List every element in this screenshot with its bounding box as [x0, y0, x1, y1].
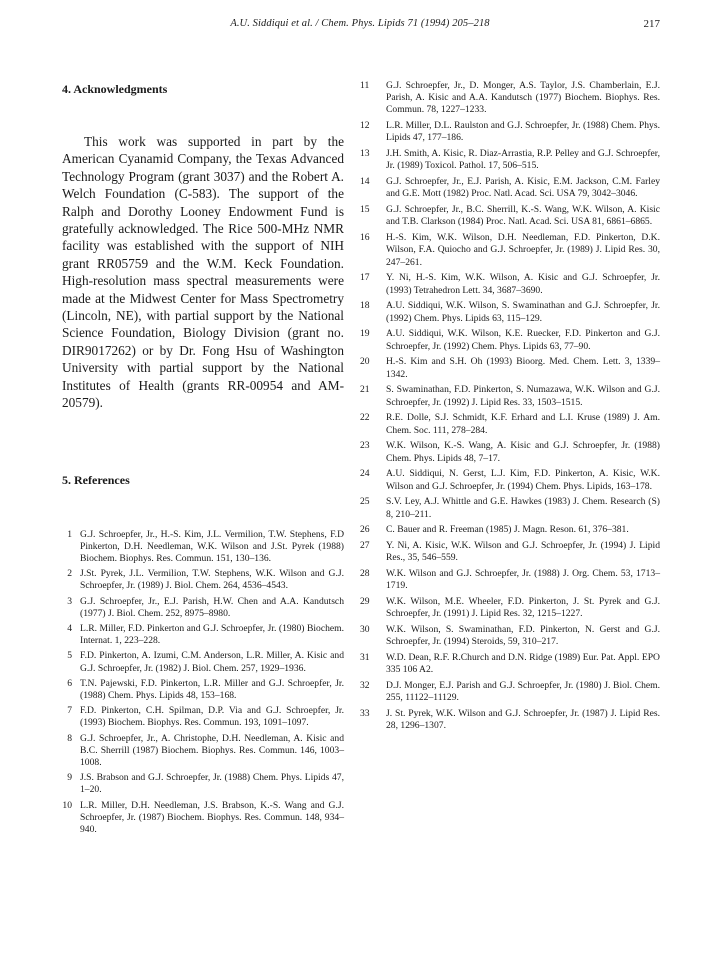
reference-number: 6	[67, 677, 72, 689]
reference-item	[62, 529, 344, 566]
reference-text: C. Bauer and R. Freeman (1985) J. Magn. Reson. 61, 376–381.	[386, 524, 629, 536]
references-heading: 5. References	[62, 472, 130, 487]
reference-text: S. Swaminathan, F.D. Pinkerton, S. Numazawa, W.K. Wilson and G.J. Schroepfer, Jr. (1992) J. Lipid Res. 33, 1503–1515.	[386, 384, 660, 408]
reference-item	[360, 80, 660, 117]
reference-number: 15	[360, 204, 370, 216]
page-header	[60, 18, 660, 32]
acknowledgments-text: This work was supported in part by the American Cyanamid Company, the Texas Advanced Technology Program (grant 3037) and the Robert A. Welch Foundation (C-583). The support of the Ralph and Dorothy Looney Endowment Fund is gratefully acknowledged. The Rice 500-MHz NMR facility was established with the support of NIH grant RR05759 and the W.M. Keck Foundation. High-resolution mass spectral measurements were made at the Midwest Center for Mass Spectrometry (Lincoln, NE), with partial support by the National Science Foundation, Biology Division (grant no. DIR9017262) or by Dr. Fong Hsu of Washington University with partial support by the National Institutes of Health (grants RR-00954 and AM-20579).	[62, 134, 344, 411]
reference-text: J.H. Smith, A. Kisic, R. Diaz-Arrastia, R.P. Pelley and G.J. Schroepfer, Jr. (1989) Toxicol. Pathol. 17, 506–515.	[386, 148, 660, 172]
reference-text: W.K. Wilson and G.J. Schroepfer, Jr. (1988) J. Org. Chem. 53, 1713–1719.	[386, 568, 660, 592]
reference-text: R.E. Dolle, S.J. Schmidt, K.F. Erhard and L.I. Kruse (1989) J. Am. Chem. Soc. 111, 278–284.	[386, 412, 660, 436]
reference-item	[360, 328, 660, 352]
reference-number: 2	[67, 568, 72, 580]
reference-item	[360, 652, 660, 676]
reference-item	[360, 540, 660, 564]
reference-number: 16	[360, 232, 370, 244]
reference-number: 24	[360, 468, 370, 480]
reference-text: Y. Ni, A. Kisic, W.K. Wilson and G.J. Schroepfer, Jr. (1994) J. Lipid Res., 35, 546–559.	[386, 540, 660, 564]
reference-text: G.J. Schroepfer, Jr., E.J. Parish, H.W. Chen and A.A. Kandutsch (1977) J. Biol. Chem. 252, 8975–8980.	[80, 595, 344, 619]
reference-number: 31	[360, 652, 370, 664]
reference-item	[360, 596, 660, 620]
reference-item	[360, 624, 660, 648]
reference-number: 17	[360, 272, 370, 284]
reference-text: T.N. Pajewski, F.D. Pinkerton, L.R. Miller and G.J. Schroepfer, Jr. (1988) Chem. Phys. Lipids 48, 153–168.	[80, 677, 344, 701]
reference-item	[360, 468, 660, 492]
reference-item	[360, 232, 660, 269]
reference-number: 22	[360, 412, 370, 424]
reference-item	[62, 678, 344, 702]
reference-number: 3	[67, 595, 72, 607]
right-column	[360, 80, 660, 736]
reference-number: 27	[360, 540, 370, 552]
reference-item	[360, 568, 660, 592]
acknowledgments-heading: 4. Acknowledgments	[62, 82, 168, 96]
reference-item	[360, 356, 660, 380]
reference-item	[360, 524, 660, 536]
reference-number: 1	[67, 528, 72, 540]
reference-text: D.J. Monger, E.J. Parish and G.J. Schroepfer, Jr. (1980) J. Biol. Chem. 255, 11122–11129.	[386, 680, 660, 704]
reference-item	[360, 120, 660, 144]
reference-number: 20	[360, 356, 370, 368]
reference-text: J.S. Brabson and G.J. Schroepfer, Jr. (1988) Chem. Phys. Lipids 47, 1–20.	[80, 772, 344, 796]
reference-text: J. St. Pyrek, W.K. Wilson and G.J. Schroepfer, Jr. (1987) J. Lipid Res. 28, 1296–1307.	[386, 708, 660, 732]
reference-number: 28	[360, 568, 370, 580]
reference-item	[62, 596, 344, 620]
reference-item	[62, 650, 344, 674]
reference-item	[62, 705, 344, 729]
reference-text: H.-S. Kim, W.K. Wilson, D.H. Needleman, F.D. Pinkerton, D.K. Wilson, F.A. Quiocho and G.J. Schroepfer, Jr. (1989) J. Lipid Res. 30, 247–261.	[386, 232, 660, 268]
reference-list-left	[62, 529, 344, 837]
reference-item	[360, 680, 660, 704]
reference-text: A.U. Siddiqui, W.K. Wilson, K.E. Ruecker, F.D. Pinkerton and G.J. Schroepfer, Jr. (1992) Chem. Phys. Lipids 63, 77–90.	[386, 328, 660, 352]
reference-text: W.K. Wilson, K.-S. Wang, A. Kisic and G.J. Schroepfer, Jr. (1988) Chem. Phys. Lipids 48, 7–17.	[386, 440, 660, 464]
reference-text: L.R. Miller, D.L. Raulston and G.J. Schroepfer, Jr. (1988) Chem. Phys. Lipids 47, 177–186.	[386, 120, 660, 144]
reference-text: G.J. Schroepfer, Jr., H.-S. Kim, J.L. Vermilion, T.W. Stephens, F.D Pinkerton, D.H. Needleman, W.K. Wilson and J.St. Pyrek (1988) Biochem. Biophys. Res. Commun. 151, 130–136.	[80, 528, 344, 564]
reference-item	[360, 440, 660, 464]
reference-text: G.J. Schroepfer, Jr., E.J. Parish, A. Kisic, E.M. Jackson, C.M. Farley and G.E. Mott (1982) Proc. Natl. Acad. Sci. USA 79, 3042–3046.	[386, 176, 660, 200]
reference-text: G.J. Schroepfer, Jr., B.C. Sherrill, K.-S. Wang, W.K. Wilson, A. Kisic and T.B. Clarkson (1984) Proc. Natl. Acad. Sci. USA 81, 6861–6865.	[386, 204, 660, 228]
reference-number: 25	[360, 496, 370, 508]
reference-text: A.U. Siddiqui, N. Gerst, L.J. Kim, F.D. Pinkerton, A. Kisic, W.K. Wilson and G.J. Schroepfer, Jr. (1994) Chem. Phys. Lipids, 163–178.	[386, 468, 660, 492]
reference-text: W.K. Wilson, S. Swaminathan, F.D. Pinkerton, N. Gerst and G.J. Schroepfer, Jr. (1994) Steroids, 59, 310–217.	[386, 624, 660, 648]
reference-number: 23	[360, 440, 370, 452]
reference-number: 10	[62, 799, 72, 811]
reference-item	[360, 148, 660, 172]
reference-text: G.J. Schroepfer, Jr., A. Christophe, D.H. Needleman, A. Kisic and B.C. Sherrill (1987) Biochem. Biophys. Res. Commun. 146, 1003–1008.	[80, 732, 344, 768]
reference-item	[360, 708, 660, 732]
running-head: A.U. Siddiqui et al. / Chem. Phys. Lipids 71 (1994) 205–218	[230, 18, 490, 29]
reference-item	[360, 384, 660, 408]
reference-number: 30	[360, 624, 370, 636]
reference-number: 19	[360, 328, 370, 340]
reference-item	[360, 496, 660, 520]
reference-text: F.D. Pinkerton, A. Izumi, C.M. Anderson, L.R. Miller, A. Kisic and G.J. Schroepfer, Jr. (1982) J. Biol. Chem. 257, 1929–1936.	[80, 650, 344, 674]
reference-number: 18	[360, 300, 370, 312]
reference-number: 11	[360, 80, 370, 91]
reference-item	[62, 772, 344, 796]
reference-text: L.R. Miller, D.H. Needleman, J.S. Brabson, K.-S. Wang and G.J. Schroepfer, Jr. (1987) Biochem. Biophys. Res. Commun. 148, 934–940.	[80, 799, 344, 835]
reference-item	[360, 412, 660, 436]
reference-text: J.St. Pyrek, J.L. Vermilion, T.W. Stephens, W.K. Wilson and G.J. Schroepfer, Jr. (1989) J. Biol. Chem. 264, 4536–4543.	[80, 568, 344, 592]
reference-item	[360, 272, 660, 296]
reference-item	[62, 733, 344, 770]
reference-text: W.K. Wilson, M.E. Wheeler, F.D. Pinkerton, J. St. Pyrek and G.J. Schroepfer, Jr. (1991) J. Lipid Res. 32, 1215–1227.	[386, 596, 660, 620]
reference-text: F.D. Pinkerton, C.H. Spilman, D.P. Via and G.J. Schroepfer, Jr. (1993) Biochem. Biophys. Res. Commun. 193, 1091–1097.	[80, 705, 344, 729]
left-column	[62, 82, 344, 839]
reference-text: H.-S. Kim and S.H. Oh (1993) Bioorg. Med. Chem. Lett. 3, 1339–1342.	[386, 356, 660, 380]
reference-text: L.R. Miller, F.D. Pinkerton and G.J. Schroepfer, Jr. (1980) Biochem. Internat. 1, 223–228.	[80, 622, 344, 647]
reference-item	[62, 623, 344, 647]
reference-number: 14	[360, 176, 370, 188]
reference-number: 26	[360, 524, 370, 536]
reference-number: 9	[67, 772, 72, 784]
reference-text: G.J. Schroepfer, Jr., D. Monger, A.S. Taylor, J.S. Chamberlain, E.J. Parish, A. Kisic and A.A. Kandutsch (1977) Biochem. Biophys. Res. Commun. 78, 1227–1233.	[386, 80, 660, 116]
reference-text: W.D. Dean, R.F. R.Church and D.N. Ridge (1989) Eur. Pat. Appl. EPO 335 106 A2.	[386, 652, 660, 676]
reference-number: 29	[360, 596, 370, 608]
reference-number: 8	[67, 732, 72, 744]
reference-item	[360, 204, 660, 228]
reference-number: 7	[67, 705, 72, 717]
reference-number: 12	[360, 120, 370, 132]
reference-item	[360, 300, 660, 324]
reference-number: 21	[360, 384, 370, 396]
reference-text: Y. Ni, H.-S. Kim, W.K. Wilson, A. Kisic and G.J. Schroepfer, Jr. (1993) Tetrahedron Lett. 34, 3687–3690.	[386, 272, 660, 296]
reference-item	[62, 800, 344, 837]
reference-number: 33	[360, 708, 370, 720]
page-number: 217	[643, 18, 660, 30]
reference-item	[62, 568, 344, 592]
reference-text: S.V. Ley, A.J. Whittle and G.E. Hawkes (1983) J. Chem. Research (S) 8, 210–211.	[386, 496, 660, 520]
reference-number: 13	[360, 148, 370, 160]
reference-list-right	[360, 80, 660, 733]
reference-item	[360, 176, 660, 200]
reference-number: 5	[67, 650, 72, 662]
reference-number: 4	[67, 622, 72, 634]
reference-number: 32	[360, 680, 370, 692]
reference-text: A.U. Siddiqui, W.K. Wilson, S. Swaminathan and G.J. Schroepfer, Jr. (1992) Chem. Phys. Lipids 63, 115–129.	[386, 300, 660, 324]
